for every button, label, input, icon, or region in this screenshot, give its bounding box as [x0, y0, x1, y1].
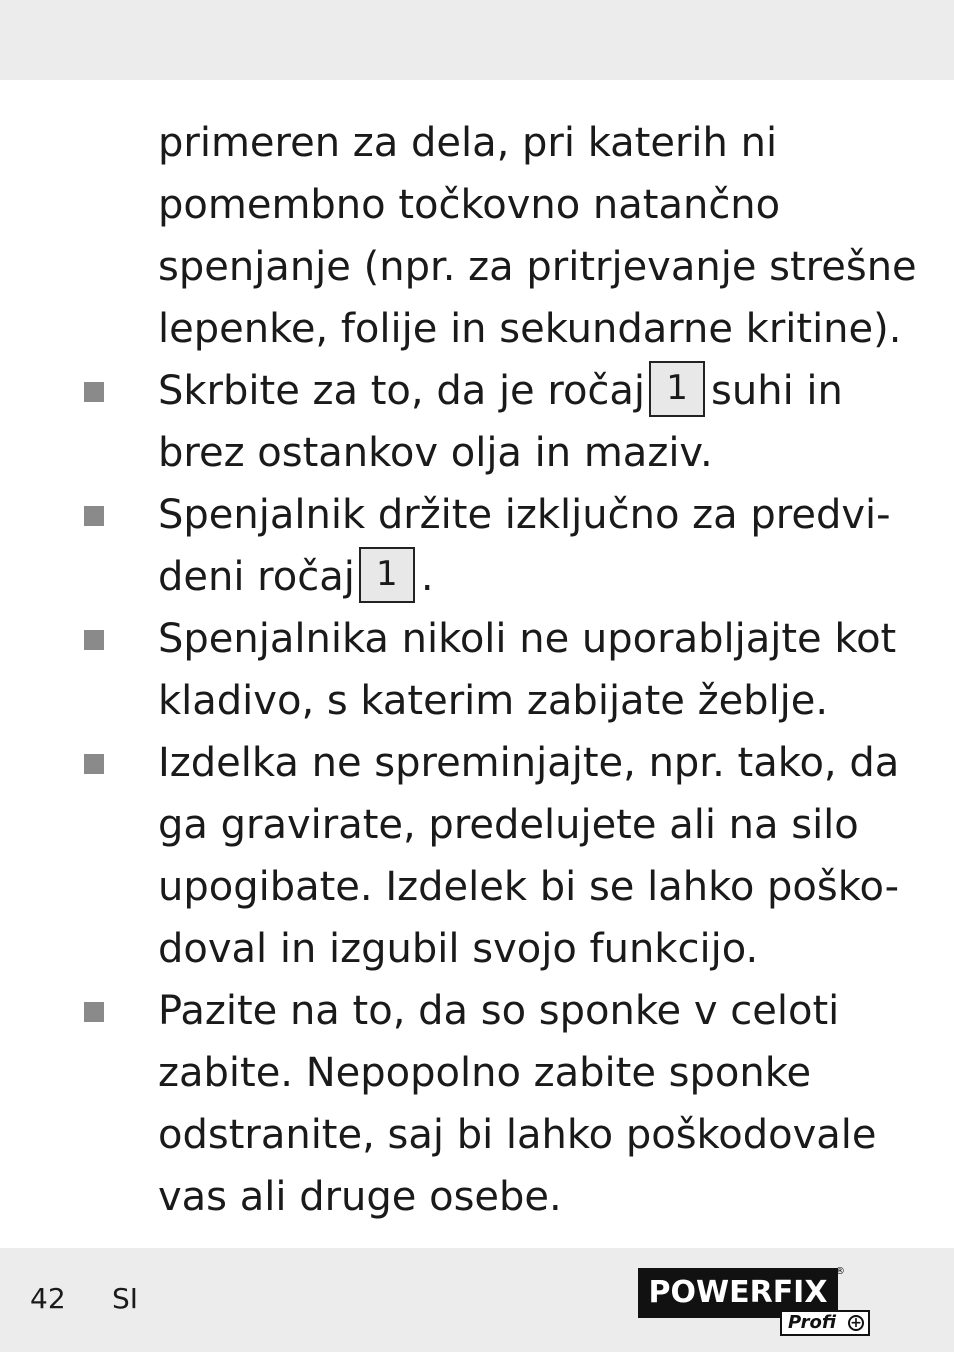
bullet-item-no-modification: [0, 732, 900, 980]
text-line: spenjanje (npr. za pritrjevanje strešne: [158, 244, 917, 290]
text-line: brez ostankov olja in maziv.: [158, 430, 713, 476]
square-bullet-icon: [84, 754, 104, 774]
text-line: doval in izgubil svojo funkcijo.: [158, 926, 759, 972]
bullet-item-staples: [0, 980, 878, 1228]
square-bullet-icon: [84, 506, 104, 526]
text-line: Izdelka ne spreminjajte, npr. tako, da: [158, 740, 900, 786]
text-line: pomembno točkovno natančno: [158, 182, 781, 228]
square-bullet-icon: [84, 1002, 104, 1022]
text-fragment: suhi in: [711, 368, 843, 414]
plus-circle-icon: +: [848, 1315, 864, 1331]
text-fragment: Skrbite za to, da je ročaj: [158, 368, 646, 414]
square-bullet-icon: [84, 382, 104, 402]
text-fragment: deni ročaj: [158, 554, 355, 600]
square-bullet-icon: [84, 630, 104, 650]
language-code: SI: [112, 1282, 139, 1315]
text-line: Spenjalnika nikoli ne uporabljajte kot: [158, 616, 897, 662]
logo-subbrand-text: Profi: [788, 1312, 837, 1333]
text-line: [158, 546, 878, 608]
text-line: lepenke, folije in sekundarne kritine).: [158, 306, 902, 352]
part-reference-badge: 1: [359, 547, 415, 603]
bullet-item-no-hammer: [0, 608, 897, 732]
text-fragment: .: [420, 554, 434, 600]
text-line: zabite. Nepopolno zabite sponke: [158, 1050, 812, 1096]
registered-mark: ®: [835, 1266, 845, 1277]
powerfix-profi-logo: [638, 1268, 874, 1338]
bullet-item-hold-handle: [0, 484, 891, 608]
text-line: ga gravirate, predelujete ali na silo: [158, 802, 859, 848]
text-line: [158, 360, 878, 422]
logo-subbrand: [780, 1310, 870, 1336]
text-line: Pazite na to, da so sponke v celoti: [158, 988, 840, 1034]
paragraph-continuation: [0, 112, 917, 360]
text-line: upogibate. Izdelek bi se lahko poško-: [158, 864, 900, 910]
text-line: Spenjalnik držite izključno za predvi-: [158, 492, 891, 538]
text-line: primeren za dela, pri katerih ni: [158, 120, 778, 166]
header-band: [0, 0, 954, 80]
part-reference-badge: 1: [649, 361, 705, 417]
bullet-item-dry-handle: [0, 360, 878, 484]
manual-text: [0, 112, 954, 1228]
text-line: kladivo, s katerim zabijate žeblje.: [158, 678, 829, 724]
page-number: 42: [30, 1282, 66, 1315]
logo-wordmark: POWERFIX: [638, 1268, 838, 1318]
text-line: vas ali druge osebe.: [158, 1174, 562, 1220]
text-line: odstranite, saj bi lahko poškodovale: [158, 1112, 877, 1158]
